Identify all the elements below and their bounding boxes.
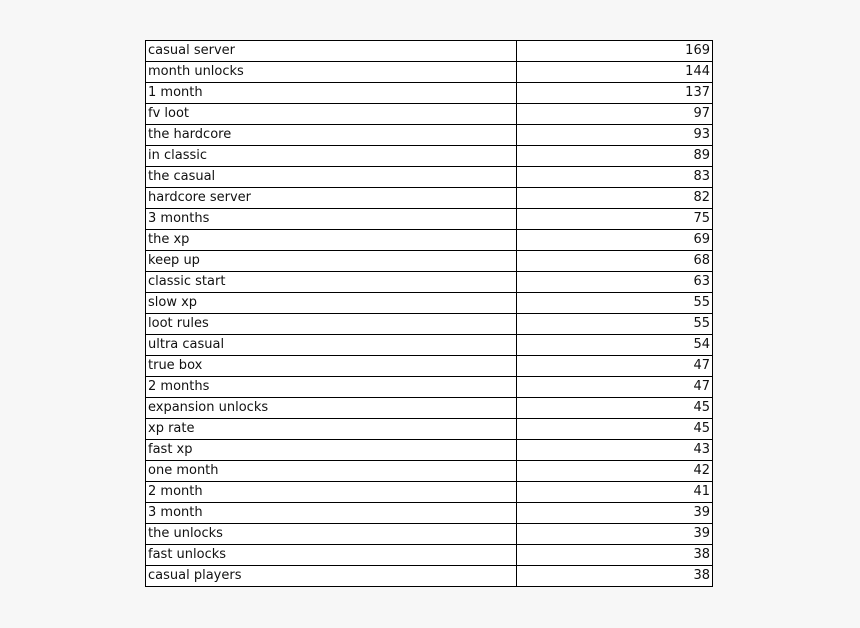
count-cell: 43 xyxy=(517,440,713,461)
term-cell: fast xp xyxy=(146,440,517,461)
term-cell: the hardcore xyxy=(146,125,517,146)
term-cell: one month xyxy=(146,461,517,482)
term-cell: fv loot xyxy=(146,104,517,125)
term-cell: the casual xyxy=(146,167,517,188)
count-cell: 47 xyxy=(517,377,713,398)
count-cell: 39 xyxy=(517,503,713,524)
count-cell: 68 xyxy=(517,251,713,272)
table-row xyxy=(146,545,713,566)
count-cell: 137 xyxy=(517,83,713,104)
term-cell: keep up xyxy=(146,251,517,272)
term-cell: true box xyxy=(146,356,517,377)
count-cell: 93 xyxy=(517,125,713,146)
table-container xyxy=(145,40,713,587)
term-cell: casual server xyxy=(146,41,517,62)
count-cell: 55 xyxy=(517,314,713,335)
table-row xyxy=(146,104,713,125)
count-cell: 45 xyxy=(517,398,713,419)
count-cell: 41 xyxy=(517,482,713,503)
table-row xyxy=(146,356,713,377)
table-body xyxy=(146,41,713,587)
table-row xyxy=(146,272,713,293)
table-row xyxy=(146,419,713,440)
table-row xyxy=(146,482,713,503)
count-cell: 55 xyxy=(517,293,713,314)
table-row xyxy=(146,314,713,335)
term-cell: 2 month xyxy=(146,482,517,503)
count-cell: 63 xyxy=(517,272,713,293)
term-cell: 3 months xyxy=(146,209,517,230)
table-row xyxy=(146,566,713,587)
count-cell: 83 xyxy=(517,167,713,188)
count-cell: 54 xyxy=(517,335,713,356)
count-cell: 42 xyxy=(517,461,713,482)
count-cell: 45 xyxy=(517,419,713,440)
table-row xyxy=(146,62,713,83)
term-cell: xp rate xyxy=(146,419,517,440)
table-row xyxy=(146,398,713,419)
term-cell: classic start xyxy=(146,272,517,293)
count-cell: 38 xyxy=(517,545,713,566)
table-row xyxy=(146,125,713,146)
table-row xyxy=(146,146,713,167)
table-row xyxy=(146,167,713,188)
term-cell: 2 months xyxy=(146,377,517,398)
count-cell: 144 xyxy=(517,62,713,83)
count-cell: 169 xyxy=(517,41,713,62)
table-row xyxy=(146,461,713,482)
term-cell: 3 month xyxy=(146,503,517,524)
term-cell: ultra casual xyxy=(146,335,517,356)
count-cell: 39 xyxy=(517,524,713,545)
term-cell: the unlocks xyxy=(146,524,517,545)
count-cell: 75 xyxy=(517,209,713,230)
count-cell: 69 xyxy=(517,230,713,251)
table-row xyxy=(146,188,713,209)
term-cell: month unlocks xyxy=(146,62,517,83)
table-row xyxy=(146,293,713,314)
term-cell: 1 month xyxy=(146,83,517,104)
table-row xyxy=(146,251,713,272)
term-cell: casual players xyxy=(146,566,517,587)
count-cell: 97 xyxy=(517,104,713,125)
table-row xyxy=(146,524,713,545)
term-cell: fast unlocks xyxy=(146,545,517,566)
term-frequency-table xyxy=(145,40,713,587)
table-row xyxy=(146,41,713,62)
term-cell: expansion unlocks xyxy=(146,398,517,419)
term-cell: hardcore server xyxy=(146,188,517,209)
table-row xyxy=(146,209,713,230)
term-cell: loot rules xyxy=(146,314,517,335)
count-cell: 89 xyxy=(517,146,713,167)
table-row xyxy=(146,503,713,524)
count-cell: 82 xyxy=(517,188,713,209)
term-cell: the xp xyxy=(146,230,517,251)
term-cell: slow xp xyxy=(146,293,517,314)
table-row xyxy=(146,335,713,356)
table-row xyxy=(146,230,713,251)
table-row xyxy=(146,83,713,104)
count-cell: 38 xyxy=(517,566,713,587)
count-cell: 47 xyxy=(517,356,713,377)
table-row xyxy=(146,440,713,461)
table-row xyxy=(146,377,713,398)
term-cell: in classic xyxy=(146,146,517,167)
